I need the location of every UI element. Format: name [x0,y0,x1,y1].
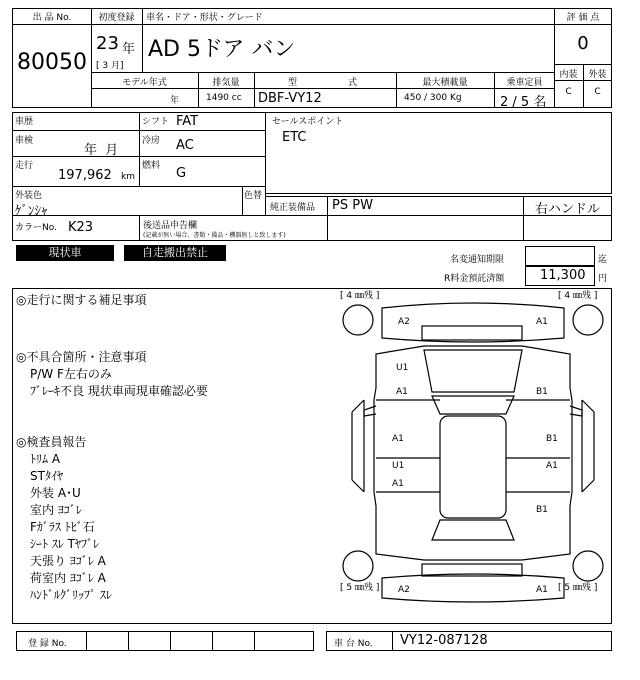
shift-label: シフト [142,117,170,127]
fuel-label: 燃料 [142,161,161,171]
recycle-amount: 11,300 [540,268,586,283]
mark-rear-bumper-right: A1 [536,585,548,595]
car-name-label: 車名・ドア・形状・グレード [146,13,263,23]
mark-rear-bumper-left: A2 [398,585,410,595]
notes-panel [16,292,316,604]
genuine-equipment: PS PW [332,198,373,213]
windshield [432,396,514,414]
inspector-line: 天張り ﾖｺﾞﾚ A [30,554,106,568]
inspector-title: ◎検査員報告 [16,435,87,449]
name-change-box [525,246,595,266]
inspector-line: 荷室内 ﾖｺﾞﾚ A [30,571,106,585]
inspector-line: Fｶﾞﾗｽ ﾄﾋﾞ石 [30,520,95,534]
interior-label: 内装 [559,70,578,80]
tire-front-left [343,305,373,335]
exterior-label: 外装 [588,70,607,80]
name-change-unit: 迄 [598,255,608,265]
tire-front-right [573,305,603,335]
fuel: G [176,166,187,181]
capacity-label: 乗車定員 [506,78,543,88]
year-unit: 年 [122,42,136,57]
tire-rear-left [343,551,373,581]
shift: FAT [176,114,199,129]
inspection-value: 年 月 [84,143,119,158]
ext-color-label: 外装色 [15,191,43,201]
chassis-number: VY12-087128 [400,633,488,648]
max-load-label: 最大積載量 [422,78,468,88]
ext-color: ｹﾞﾝｼｬ [15,204,48,219]
model-year-value: 年 [170,96,180,106]
score-label: 評 価 点 [566,13,600,23]
inspection-label: 車検 [15,136,34,146]
mark-door-fr: B1 [546,434,558,444]
inspector-line: 室内 ﾖｺﾞﾚ [30,503,82,517]
body-outline [374,346,572,560]
rear-glass [432,520,514,540]
driving-title: ◎走行に関する補足事項 [16,293,147,307]
mark-quarter-right: B1 [536,505,548,515]
genuine-label: 純正装備品 [270,203,316,213]
color-no-label: カラーNo. [15,223,57,233]
inspector-line: 外装 A･U [30,486,81,500]
ac: AC [176,138,194,153]
capacity: 2 / 5 名 [500,95,547,110]
registration-label: 登 録 No. [28,639,67,649]
history-label: 車歴 [15,117,34,127]
inspector-line: ﾄﾘﾑ A [30,452,61,466]
sales-point: ETC [282,130,307,145]
chassis-label: 車 台 No. [334,639,373,649]
after-note: (記載が無い場合、書類・備品・機器無しと致します) [143,232,286,239]
defect-line: ﾌﾞﾚｰｷ不良 現状車両現車確認必要 [30,384,208,398]
lot-number: 80050 [17,50,87,75]
model-label-2: 式 [348,78,358,88]
model-label: 型 [288,78,298,88]
mileage-unit: km [121,172,135,182]
first-reg-label: 初度登録 [98,13,135,23]
sales-label: セールスポイント [272,117,344,127]
tire-depth-fl: [ 4 ㎜残 ] [340,291,380,301]
tire-depth-rl: [ 5 ㎜残 ] [340,583,380,593]
model: DBF-VY12 [258,91,322,106]
defects-title: ◎不具合箇所・注意事項 [16,350,147,364]
ac-label: 冷房 [142,136,161,146]
car-name: AD 5ドア バン [148,37,296,62]
after-label: 後送品申告欄 [143,221,198,231]
inspector-line: ｼｰﾄ ｽﾚ Tﾔﾌﾞﾚ [30,537,99,551]
displacement: 1490 cc [206,93,242,103]
mileage: 197,962 [58,168,112,183]
lot-label: 出 品 No. [32,13,72,23]
max-load: 450 / 300 Kg [404,93,462,103]
mark-fender-left-u: U1 [396,363,409,373]
front-grille [422,326,522,340]
roof [440,416,506,518]
mark-front-bumper-left: A2 [398,317,410,327]
mark-door-rl-a: A1 [392,479,404,489]
tire-depth-fr: [ 4 ㎜残 ] [558,291,598,301]
displacement-label: 排気量 [212,78,240,88]
exterior-grade: C [594,87,601,97]
recolor-label: 色替 [244,191,263,201]
first-reg-year: 23 [96,33,119,54]
no-self-drive-badge: 自走搬出禁止 [124,245,226,261]
name-change-label: 名変通知期限 [450,255,505,265]
model-year-label: モデル年式 [122,78,167,88]
interior-grade: C [565,87,572,97]
steering: 右ハンドル [534,202,600,217]
mark-door-rr: A1 [546,461,558,471]
mark-fender-right: B1 [536,387,548,397]
mark-door-rl-u: U1 [392,461,405,471]
defect-line: P/W F左右のみ [30,367,112,381]
mileage-label: 走行 [15,161,34,171]
recycle-label: R料金預託済額 [444,274,505,284]
tire-depth-rr: [ 5 ㎜残 ] [558,583,598,593]
inspector-line: ﾊﾝﾄﾞﾙｸﾞﾘｯﾌﾟ ｽﾚ [30,588,112,602]
mark-front-bumper-right: A1 [536,317,548,327]
car-damage-diagram [336,288,612,624]
tire-rear-right [573,551,603,581]
mark-door-fl: A1 [392,434,404,444]
mark-fender-left-a: A1 [396,387,408,397]
hood [424,350,522,392]
current-badge: 現状車 [16,245,114,261]
inspector-line: STﾀｲﾔ [30,469,63,483]
color-row [12,215,612,241]
recycle-unit: 円 [598,274,608,284]
first-reg-month: [ 3 月] [96,61,124,71]
score: 0 [577,33,589,54]
color-no: K23 [68,220,94,235]
